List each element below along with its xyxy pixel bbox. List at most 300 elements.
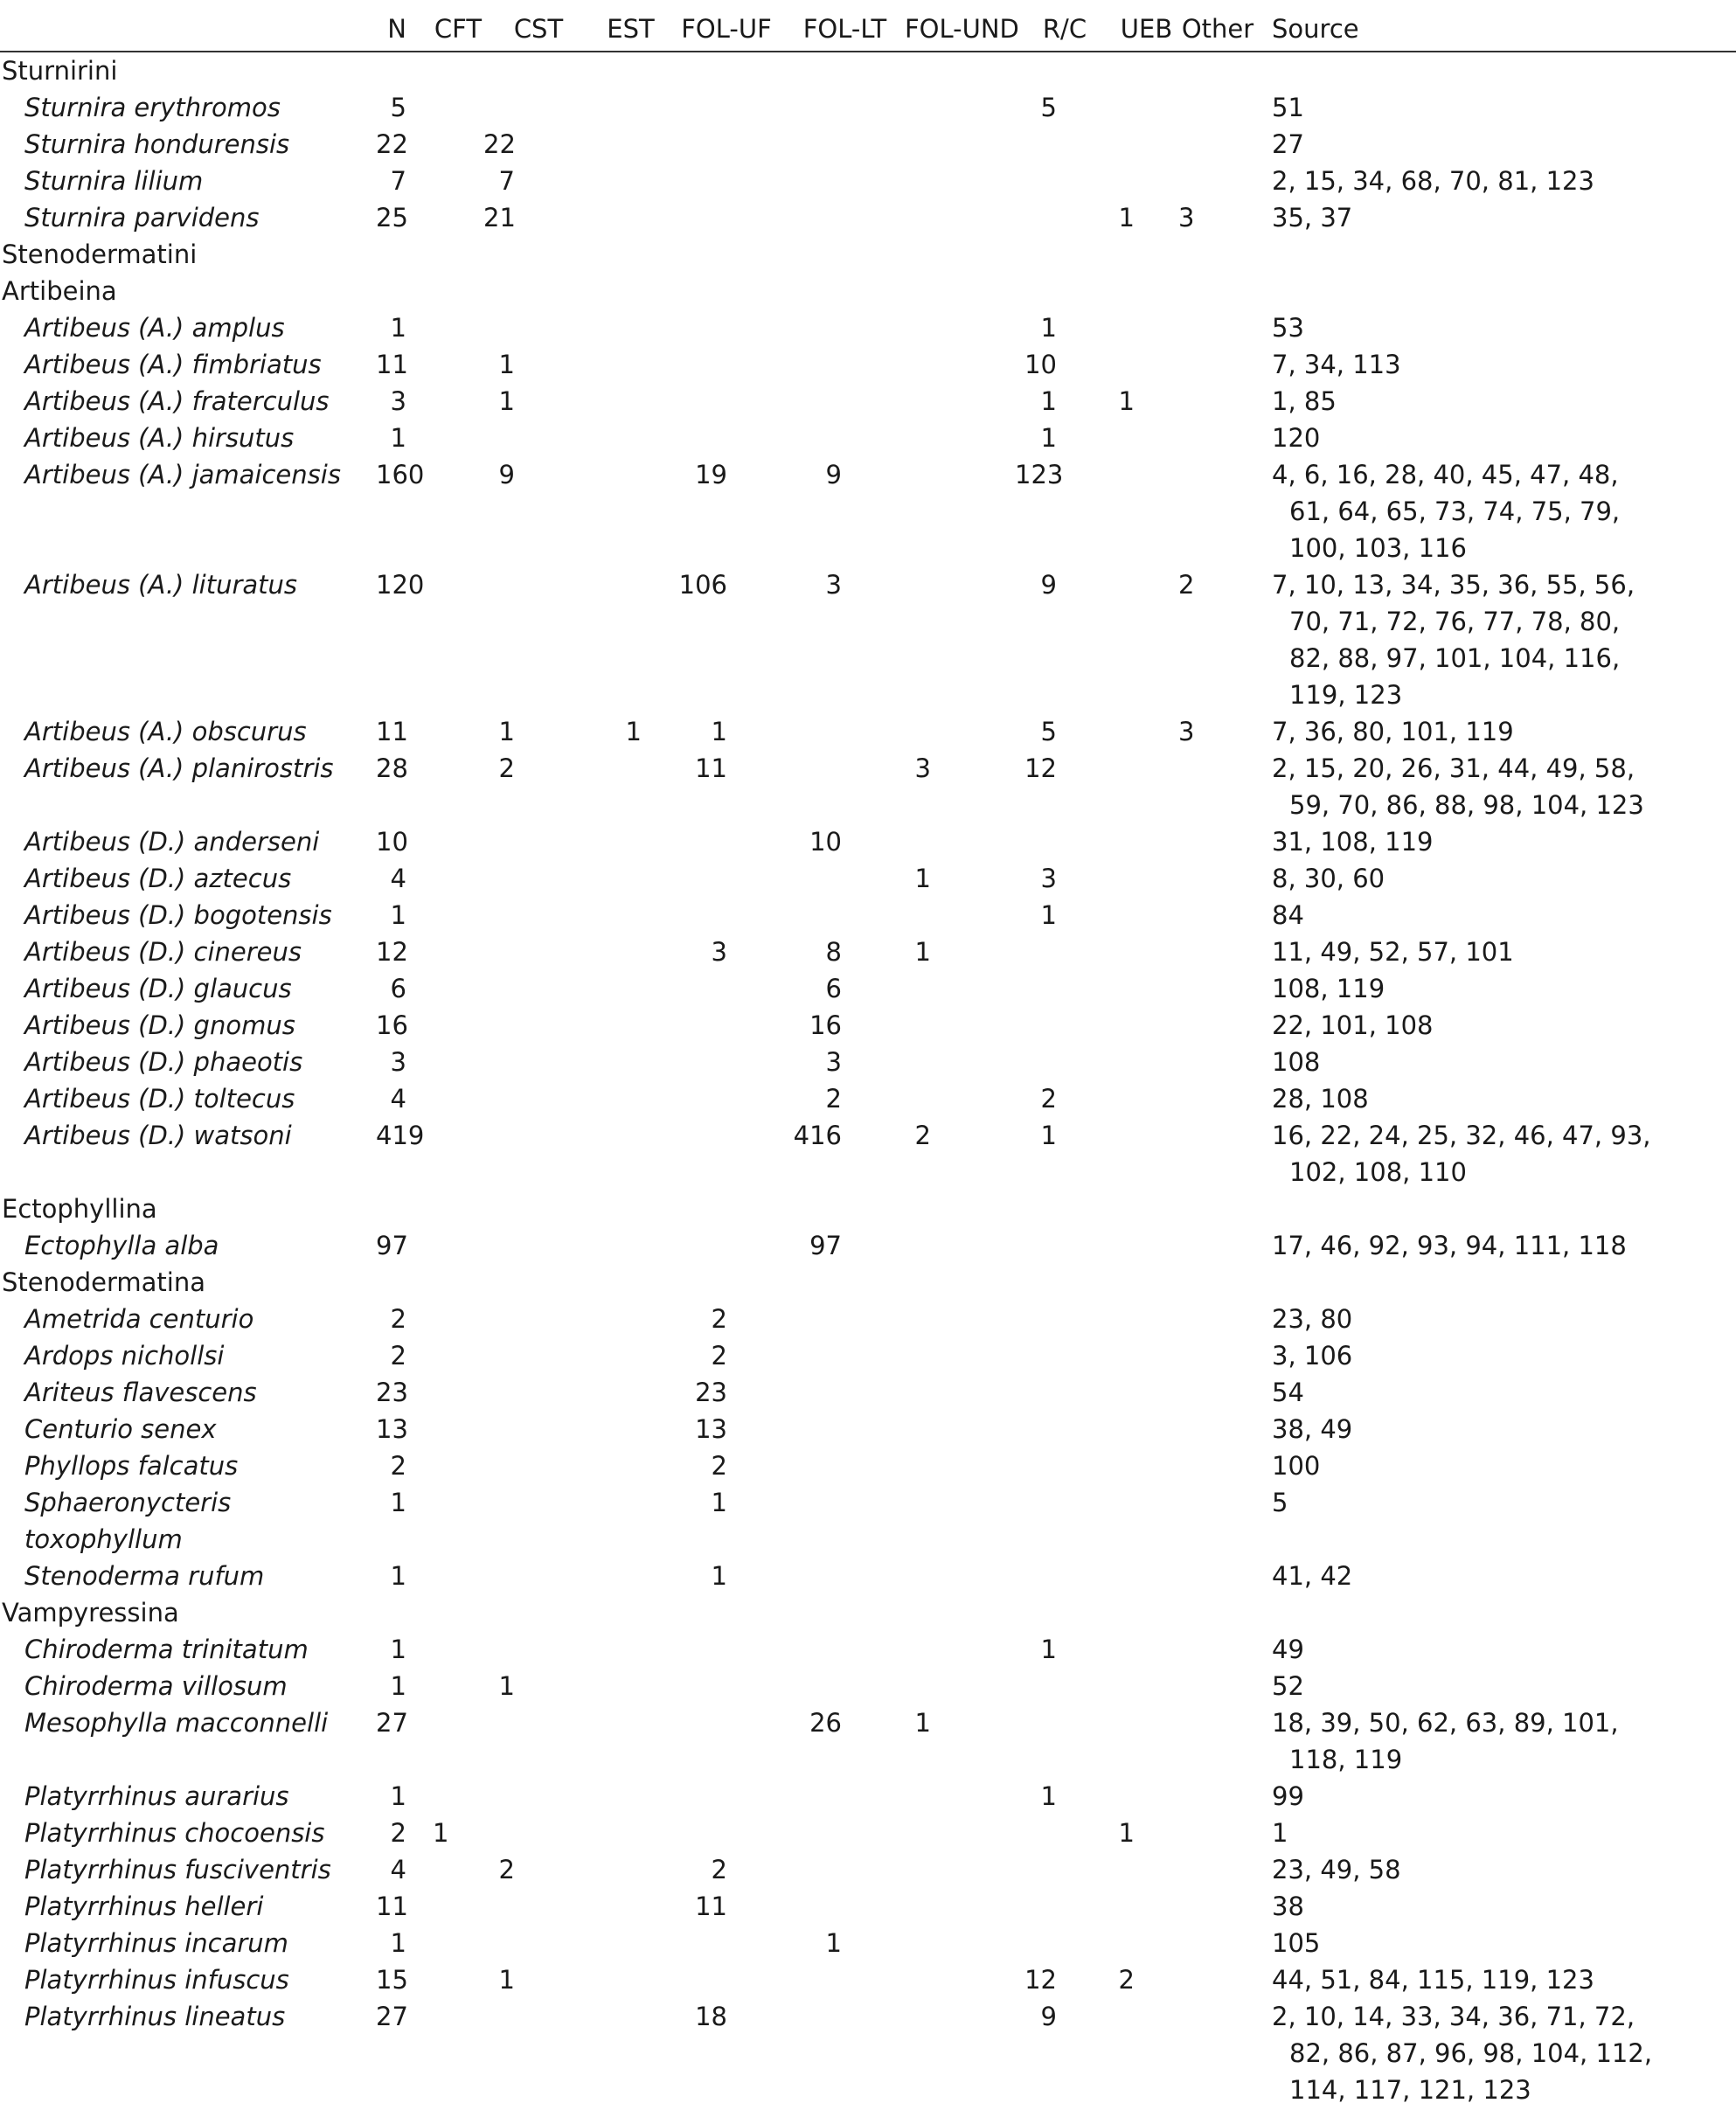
table-row <box>0 126 1736 163</box>
table-row <box>0 1668 1736 1704</box>
cell-est <box>594 1227 668 1264</box>
source-line: 2, 15, 34, 68, 70, 81, 123 <box>1272 166 1594 196</box>
source-line: 61, 64, 65, 73, 74, 75, 79, <box>1289 496 1621 526</box>
species-name: Artibeus (D.) bogotensis <box>24 900 332 930</box>
cell-fol-uf <box>668 420 785 456</box>
cell-rc <box>1015 1815 1115 1851</box>
cell-fol-uf <box>668 897 785 934</box>
cell-cst <box>483 1044 594 1080</box>
cell-fol-und <box>905 1778 1015 1815</box>
source-line: 105 <box>1272 1928 1321 1958</box>
cell-cft <box>433 1337 483 1374</box>
cell-est: 1 <box>625 717 642 746</box>
table-row <box>0 1447 1736 1484</box>
cell-fol-lt: 26 <box>809 1708 842 1738</box>
cell-fol-uf <box>668 1227 785 1264</box>
cell-cft <box>433 456 483 566</box>
species-name: Ariteus flavescens <box>24 1378 257 1407</box>
cell-other: 3 <box>1178 203 1195 233</box>
header-cst: CST <box>483 7 594 52</box>
cell-fol-lt <box>785 1301 905 1337</box>
group-spacer <box>376 52 1736 89</box>
cell-fol-und <box>905 1815 1015 1851</box>
cell-fol-uf: 1 <box>711 717 727 746</box>
cell-cst <box>483 897 594 934</box>
header-ueb: UEB <box>1115 7 1178 52</box>
cell-n: 3 <box>390 386 406 416</box>
table-row <box>0 1080 1736 1117</box>
table-row <box>0 1925 1736 1961</box>
cell-fol-lt <box>785 346 905 383</box>
source-line: 38, 49 <box>1272 1414 1353 1444</box>
cell-fol-und <box>905 1080 1015 1117</box>
cell-fol-uf: 2 <box>711 1341 727 1371</box>
cell-source <box>1257 1631 1736 1668</box>
cell-fol-und <box>905 713 1015 750</box>
cell-cft <box>433 383 483 420</box>
cell-ueb <box>1115 1851 1178 1888</box>
cell-other <box>1178 823 1257 860</box>
cell-cst <box>483 860 594 897</box>
source-line: 31, 108, 119 <box>1272 827 1434 857</box>
cell-fol-und <box>905 1668 1015 1704</box>
cell-fol-lt <box>785 199 905 236</box>
table-row <box>0 934 1736 970</box>
cell-fol-lt <box>785 1668 905 1704</box>
header-source: Source <box>1257 7 1736 52</box>
cell-source <box>1257 126 1736 163</box>
cell-source <box>1257 750 1736 823</box>
cell-ueb <box>1115 1558 1178 1594</box>
species-name: Artibeus (D.) gnomus <box>24 1010 295 1040</box>
cell-n: 15 <box>376 1965 408 1995</box>
cell-fol-lt <box>785 89 905 126</box>
cell-ueb <box>1115 1704 1178 1778</box>
source-line: 70, 71, 72, 76, 77, 78, 80, <box>1289 607 1621 636</box>
cell-n: 1 <box>390 900 406 930</box>
source-line: 118, 119 <box>1289 1745 1403 1774</box>
table-row <box>0 713 1736 750</box>
cell-source <box>1257 566 1736 713</box>
cell-est <box>594 1558 668 1594</box>
cell-other <box>1178 383 1257 420</box>
cell-rc <box>1015 1044 1115 1080</box>
cell-cft <box>433 750 483 823</box>
cell-est <box>594 1815 668 1851</box>
cell-est <box>594 750 668 823</box>
cell-est <box>594 1484 668 1558</box>
cell-cft <box>433 1484 483 1558</box>
cell-est <box>594 1044 668 1080</box>
cell-rc: 123 <box>1015 460 1064 489</box>
cell-est <box>594 199 668 236</box>
table-row <box>0 1631 1736 1668</box>
cell-cst: 21 <box>483 203 516 233</box>
cell-rc: 5 <box>1040 93 1057 122</box>
cell-fol-uf: 11 <box>695 753 727 783</box>
cell-rc <box>1015 1668 1115 1704</box>
cell-n: 3 <box>390 1047 406 1077</box>
group-row <box>0 236 1736 273</box>
cell-fol-und <box>905 420 1015 456</box>
cell-other <box>1178 1888 1257 1925</box>
species-name: Artibeus (A.) fraterculus <box>24 386 330 416</box>
cell-ueb <box>1115 970 1178 1007</box>
cell-est <box>594 1668 668 1704</box>
species-name: Sturnira hondurensis <box>24 129 290 159</box>
cell-source <box>1257 1117 1736 1190</box>
cell-fol-uf: 19 <box>695 460 727 489</box>
source-line: 54 <box>1272 1378 1304 1407</box>
cell-fol-uf <box>668 199 785 236</box>
cell-cft <box>433 1080 483 1117</box>
cell-cst <box>483 1815 594 1851</box>
table-row <box>0 1778 1736 1815</box>
cell-source <box>1257 1961 1736 1998</box>
cell-est <box>594 970 668 1007</box>
cell-n: 28 <box>376 753 408 783</box>
source-line: 7, 10, 13, 34, 35, 36, 55, 56, <box>1272 570 1635 600</box>
source-line: 100 <box>1272 1451 1321 1481</box>
species-name: Stenoderma rufum <box>24 1561 265 1591</box>
cell-other <box>1178 126 1257 163</box>
cell-other <box>1178 1301 1257 1337</box>
cell-fol-lt <box>785 1631 905 1668</box>
cell-other <box>1178 1925 1257 1961</box>
cell-source <box>1257 713 1736 750</box>
cell-fol-lt <box>785 1778 905 1815</box>
cell-ueb <box>1115 1044 1178 1080</box>
cell-cst: 1 <box>498 1671 515 1701</box>
species-name: Chiroderma villosum <box>24 1671 288 1701</box>
cell-n: 1 <box>390 1928 406 1958</box>
cell-n: 6 <box>390 974 406 1003</box>
cell-cst <box>483 1337 594 1374</box>
cell-n: 1 <box>390 1635 406 1664</box>
cell-source <box>1257 1007 1736 1044</box>
cell-ueb <box>1115 1888 1178 1925</box>
cell-fol-uf <box>668 1815 785 1851</box>
cell-source <box>1257 897 1736 934</box>
cell-source <box>1257 89 1736 126</box>
cell-other <box>1178 1704 1257 1778</box>
header-fol-uf: FOL-UF <box>668 7 785 52</box>
cell-ueb <box>1115 309 1178 346</box>
cell-fol-lt <box>785 1815 905 1851</box>
cell-cst <box>483 1888 594 1925</box>
cell-rc <box>1015 1007 1115 1044</box>
source-line: 82, 86, 87, 96, 98, 104, 112, <box>1289 2038 1653 2068</box>
cell-ueb <box>1115 934 1178 970</box>
cell-n: 22 <box>376 129 408 159</box>
cell-fol-uf <box>668 1044 785 1080</box>
table-row <box>0 897 1736 934</box>
cell-source <box>1257 1080 1736 1117</box>
species-name: Artibeus (D.) cinereus <box>24 937 302 967</box>
cell-cft <box>433 1961 483 1998</box>
cell-source <box>1257 163 1736 199</box>
cell-cft <box>433 1044 483 1080</box>
cell-n: 23 <box>376 1378 408 1407</box>
cell-rc: 9 <box>1040 570 1057 600</box>
cell-est <box>594 1888 668 1925</box>
cell-fol-und <box>905 163 1015 199</box>
source-line: 1 <box>1272 1818 1288 1848</box>
cell-rc <box>1015 199 1115 236</box>
cell-cst <box>483 934 594 970</box>
cell-cft <box>433 970 483 1007</box>
cell-rc: 2 <box>1040 1084 1057 1114</box>
cell-fol-und: 2 <box>914 1121 931 1150</box>
cell-n: 27 <box>376 1708 408 1738</box>
table-row <box>0 1998 1736 2108</box>
cell-fol-lt <box>785 1484 905 1558</box>
cell-n: 1 <box>390 1671 406 1701</box>
cell-n: 2 <box>390 1341 406 1371</box>
source-line: 5 <box>1272 1488 1288 1517</box>
species-name: Artibeus (D.) anderseni <box>24 827 320 857</box>
species-name: Sphaeronycteris toxophyllum <box>24 1488 232 1554</box>
species-name: Platyrrhinus incarum <box>24 1928 288 1958</box>
cell-rc: 1 <box>1040 423 1057 453</box>
cell-n: 5 <box>390 93 406 122</box>
cell-n: 4 <box>390 1084 406 1114</box>
table-row <box>0 1007 1736 1044</box>
cell-est <box>594 1447 668 1484</box>
source-line: 2, 10, 14, 33, 34, 36, 71, 72, <box>1272 2002 1635 2031</box>
species-name: Artibeus (A.) fimbriatus <box>24 350 322 379</box>
species-name: Artibeus (D.) toltecus <box>24 1084 295 1114</box>
cell-ueb <box>1115 126 1178 163</box>
cell-ueb <box>1115 1778 1178 1815</box>
cell-other <box>1178 1007 1257 1044</box>
cell-source <box>1257 383 1736 420</box>
cell-fol-uf: 3 <box>711 937 727 967</box>
table-row <box>0 1961 1736 1998</box>
cell-other <box>1178 1998 1257 2108</box>
table-row <box>0 420 1736 456</box>
species-name: Ardops nichollsi <box>24 1341 225 1371</box>
cell-ueb: 1 <box>1118 1818 1135 1848</box>
cell-fol-und: 3 <box>914 753 931 783</box>
cell-fol-uf <box>668 383 785 420</box>
cell-other: 2 <box>1178 570 1195 600</box>
cell-ueb <box>1115 823 1178 860</box>
cell-cst <box>483 1227 594 1264</box>
cell-other <box>1178 1447 1257 1484</box>
cell-ueb <box>1115 750 1178 823</box>
cell-fol-und <box>905 126 1015 163</box>
cell-rc <box>1015 1374 1115 1411</box>
cell-cft <box>433 1998 483 2108</box>
cell-fol-und <box>905 1337 1015 1374</box>
cell-cft <box>433 1227 483 1264</box>
cell-source <box>1257 934 1736 970</box>
cell-fol-lt <box>785 1374 905 1411</box>
species-name: Ectophylla alba <box>24 1231 219 1260</box>
cell-fol-lt: 1 <box>825 1928 842 1958</box>
cell-ueb <box>1115 89 1178 126</box>
source-line: 11, 49, 52, 57, 101 <box>1272 937 1514 967</box>
cell-n: 12 <box>376 937 408 967</box>
cell-source <box>1257 1704 1736 1778</box>
cell-n: 13 <box>376 1414 408 1444</box>
cell-cst: 2 <box>498 753 515 783</box>
group-row <box>0 1594 1736 1631</box>
cell-other <box>1178 1080 1257 1117</box>
cell-ueb <box>1115 420 1178 456</box>
cell-ueb <box>1115 860 1178 897</box>
cell-n: 4 <box>390 864 406 893</box>
cell-rc: 12 <box>1024 1965 1057 1995</box>
cell-rc: 1 <box>1040 1635 1057 1664</box>
cell-other <box>1178 1484 1257 1558</box>
species-name: Platyrrhinus lineatus <box>24 2002 286 2031</box>
cell-other <box>1178 1961 1257 1998</box>
cell-n: 1 <box>390 1781 406 1811</box>
cell-fol-uf <box>668 1668 785 1704</box>
table-row <box>0 1704 1736 1778</box>
cell-other <box>1178 897 1257 934</box>
cell-cft <box>433 1888 483 1925</box>
header-fol-und: FOL-UND <box>905 7 1015 52</box>
cell-cft <box>433 1447 483 1484</box>
cell-fol-und <box>905 823 1015 860</box>
cell-fol-lt: 8 <box>825 937 842 967</box>
source-line: 38 <box>1272 1891 1304 1921</box>
header-rc: R/C <box>1015 7 1115 52</box>
table-row <box>0 199 1736 236</box>
cell-fol-lt: 97 <box>809 1231 842 1260</box>
cell-rc: 1 <box>1040 313 1057 343</box>
species-name: Artibeus (A.) lituratus <box>24 570 298 600</box>
cell-fol-und <box>905 1998 1015 2108</box>
source-line: 44, 51, 84, 115, 119, 123 <box>1272 1965 1594 1995</box>
cell-fol-uf <box>668 1007 785 1044</box>
source-line: 52 <box>1272 1671 1304 1701</box>
table-row <box>0 383 1736 420</box>
group-spacer <box>376 1190 1736 1227</box>
cell-other <box>1178 1374 1257 1411</box>
cell-ueb <box>1115 566 1178 713</box>
cell-n: 16 <box>376 1010 408 1040</box>
cell-n: 11 <box>376 350 408 379</box>
cell-source <box>1257 1337 1736 1374</box>
table-header-row <box>0 7 1736 52</box>
cell-other <box>1178 1558 1257 1594</box>
cell-fol-und <box>905 1044 1015 1080</box>
cell-n: 1 <box>390 1561 406 1591</box>
cell-other <box>1178 1044 1257 1080</box>
cell-fol-und <box>905 566 1015 713</box>
cell-est <box>594 89 668 126</box>
cell-rc <box>1015 1851 1115 1888</box>
cell-fol-lt <box>785 750 905 823</box>
cell-cft <box>433 1778 483 1815</box>
cell-ueb <box>1115 1484 1178 1558</box>
group-row <box>0 273 1736 309</box>
source-line: 16, 22, 24, 25, 32, 46, 47, 93, <box>1272 1121 1651 1150</box>
cell-fol-uf <box>668 346 785 383</box>
cell-ueb <box>1115 1374 1178 1411</box>
cell-cst <box>483 420 594 456</box>
species-name: Platyrrhinus aurarius <box>24 1781 289 1811</box>
cell-ueb: 1 <box>1118 386 1135 416</box>
cell-source <box>1257 1374 1736 1411</box>
cell-fol-und <box>905 1851 1015 1888</box>
cell-est <box>594 823 668 860</box>
species-name: Phyllops falcatus <box>24 1451 239 1481</box>
cell-fol-und <box>905 1374 1015 1411</box>
cell-rc <box>1015 1888 1115 1925</box>
source-line: 59, 70, 86, 88, 98, 104, 123 <box>1289 790 1644 820</box>
cell-n: 2 <box>390 1451 406 1481</box>
cell-rc <box>1015 1484 1115 1558</box>
cell-ueb <box>1115 1411 1178 1447</box>
cell-rc: 12 <box>1024 753 1057 783</box>
cell-ueb <box>1115 1007 1178 1044</box>
source-line: 120 <box>1272 423 1321 453</box>
cell-fol-lt: 6 <box>825 974 842 1003</box>
table-row <box>0 163 1736 199</box>
cell-n: 10 <box>376 827 408 857</box>
species-name: Artibeus (A.) jamaicensis <box>24 460 341 489</box>
table-row <box>0 89 1736 126</box>
cell-fol-lt <box>785 713 905 750</box>
cell-cst <box>483 1411 594 1447</box>
cell-fol-und <box>905 199 1015 236</box>
cell-fol-lt <box>785 163 905 199</box>
table-row <box>0 1227 1736 1264</box>
cell-source <box>1257 1558 1736 1594</box>
cell-cft <box>433 860 483 897</box>
cell-fol-uf <box>668 163 785 199</box>
cell-source <box>1257 823 1736 860</box>
cell-cft <box>433 1704 483 1778</box>
cell-n: 1 <box>390 1488 406 1517</box>
cell-fol-und <box>905 456 1015 566</box>
cell-cst <box>483 1007 594 1044</box>
header-fol-lt: FOL-LT <box>785 7 905 52</box>
source-line: 53 <box>1272 313 1304 343</box>
cell-n: 4 <box>390 1855 406 1884</box>
cell-fol-uf <box>668 1080 785 1117</box>
cell-ueb <box>1115 456 1178 566</box>
cell-fol-uf: 106 <box>678 570 727 600</box>
species-name: Platyrrhinus fusciventris <box>24 1855 331 1884</box>
cell-fol-uf: 2 <box>711 1304 727 1334</box>
cell-rc: 5 <box>1040 717 1057 746</box>
cell-fol-uf: 13 <box>695 1414 727 1444</box>
source-line: 100, 103, 116 <box>1289 533 1467 563</box>
cell-cst: 9 <box>498 460 515 489</box>
table-row <box>0 1337 1736 1374</box>
source-line: 23, 49, 58 <box>1272 1855 1401 1884</box>
source-line: 108, 119 <box>1272 974 1385 1003</box>
cell-rc <box>1015 1301 1115 1337</box>
cell-source <box>1257 309 1736 346</box>
cell-ueb <box>1115 163 1178 199</box>
source-line: 27 <box>1272 129 1304 159</box>
species-name: Platyrrhinus infuscus <box>24 1965 289 1995</box>
cell-rc <box>1015 1411 1115 1447</box>
cell-other <box>1178 1337 1257 1374</box>
cell-other <box>1178 1411 1257 1447</box>
species-name: Artibeus (D.) glaucus <box>24 974 292 1003</box>
cell-n: 120 <box>376 570 425 600</box>
cell-ueb <box>1115 1337 1178 1374</box>
cell-source <box>1257 1888 1736 1925</box>
